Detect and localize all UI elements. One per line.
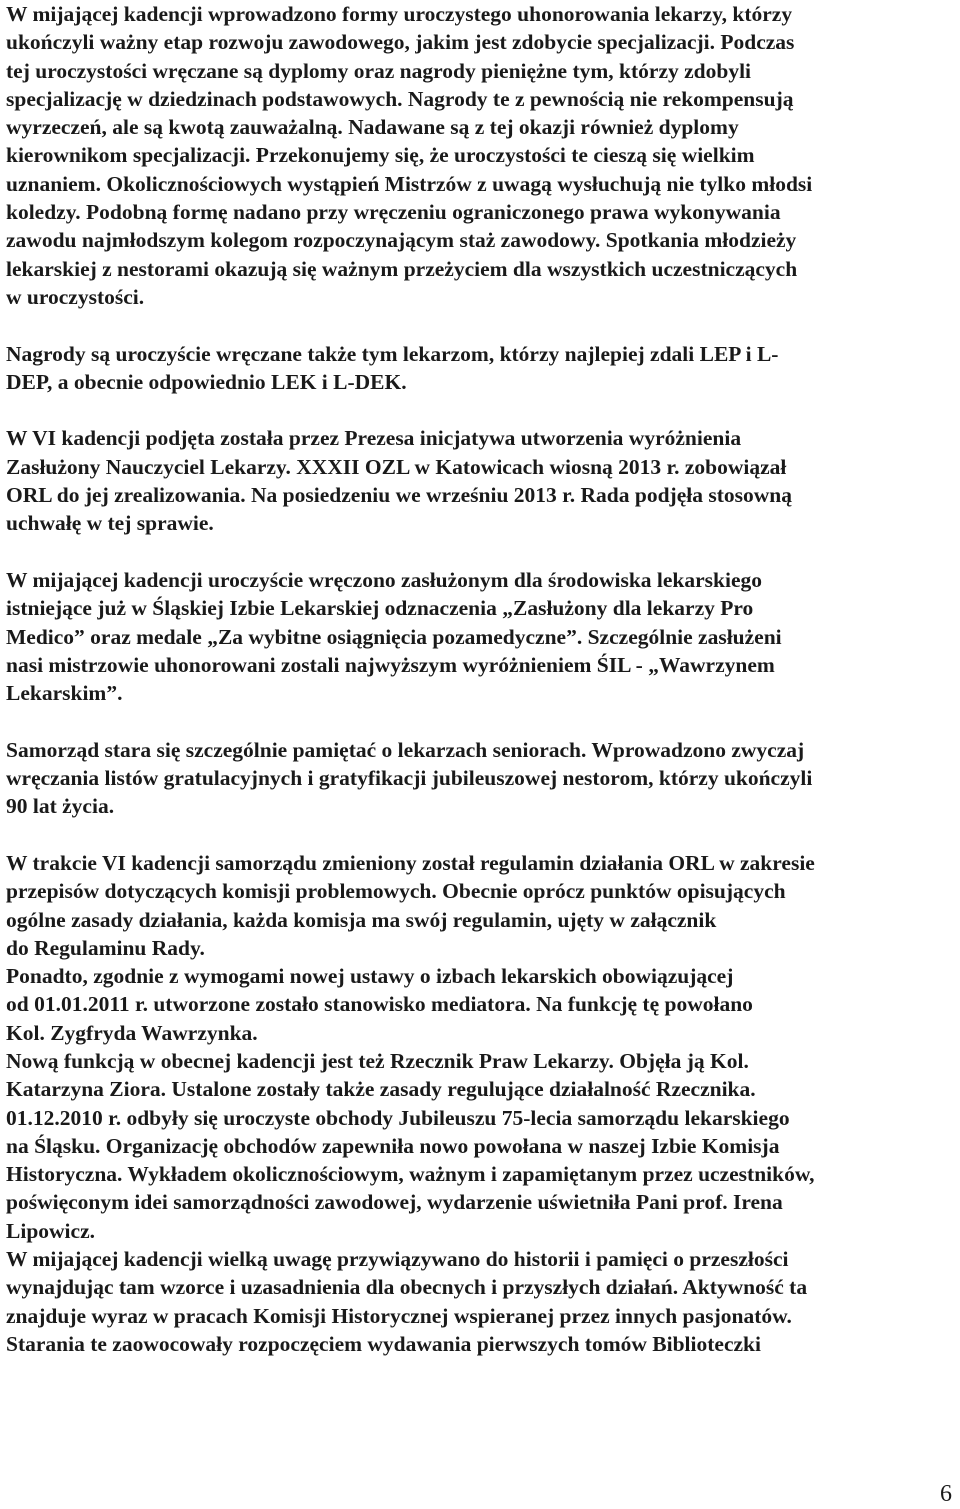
paragraph-awards-lep: Nagrody są uroczyście wręczane także tym lekarzom, którzy najlepiej zdali LEP i L- DEP, a obecnie odpowiednio LEK i L-DEK. — [6, 341, 779, 394]
paragraph-jubilee: 01.12.2010 r. odbyły się uroczyste obchody Jubileuszu 75-lecia samorządu lekarskiego na Śląsku. Organizację obchodów zapewniła nowo powołana w naszej Izbie Komisja Historyczna. Wykładem okolicznościowym, ważnym i zapamiętanym przez uczestników, poświęconym idei samorządności zawodowej, wydarzenie uświetniła Pani prof. Irena Lipowicz. — [6, 1105, 815, 1243]
paragraph-regulations: W trakcie VI kadencji samorządu zmieniony został regulamin działania ORL w zakresie przepisów dotyczących komisji problemowych. Obecnie oprócz punktów opisujących ogólne zasady działania, każda komisja ma swój regulamin, ujęty w załącznik do Regulaminu Rady. — [6, 850, 815, 960]
document-page — [6, 0, 954, 1358]
paragraph-ombudsman: Nową funkcją w obecnej kadencji jest też Rzecznik Praw Lekarzy. Objęła ją Kol. Katarzyna Ziora. Ustalone zostały także zasady regulujące działalność Rzecznika. — [6, 1048, 756, 1102]
paragraph-mediator: Ponadto, zgodnie z wymogami nowej ustawy o izbach lekarskich obowiązującej od 01.01.2011 r. utworzone zostało stanowisko mediatora. Na funkcję tę powołano Kol. Zygfryda Wawrzynka. — [6, 964, 753, 1045]
page-number: 6 — [940, 1481, 952, 1507]
paragraph-history: W mijającej kadencji wielką uwagę przywiązywano do historii i pamięci o przeszłości wynajdując tam wzorce i uzasadnienia dla obecnych i przyszłych działań. Aktywność ta znajduje wyraz w pracach Komisji Historycznej wspieranej przez innych pasjonatów. Starania te zaowocowały rozpoczęciem wydawania pierwszych tomów Biblioteczki — [6, 1247, 808, 1356]
paragraph-seniors: Samorząd stara się szczególnie pamiętać o lekarzach seniorach. Wprowadzono zwyczaj wręczania listów gratulacyjnych i gratyfikacji jubileuszowej nestorom, którzy ukończyli 90 lat życia. — [6, 737, 813, 819]
paragraph-pro-medico: W mijającej kadencji uroczyście wręczono zasłużonym dla środowiska lekarskiego istniejące już w Śląskiej Izbie Lekarskiej odznaczenia „Zasłużony dla lekarzy Pro Medico” oraz medale „Za wybitne osiągnięcia pozamedyczne”. Szczególnie zasłużeni nasi mistrzowie uhonorowani zostali najwyższym wyróżnieniem ŚIL - „Wawrzynem Lekarskim”. — [6, 567, 782, 706]
paragraph-teacher-distinction: W VI kadencji podjęta została przez Prezesa inicjatywa utworzenia wyróżnienia Zasłużony Nauczyciel Lekarzy. XXXII OZL w Katowicach wiosną 2013 r. zobowiązał ORL do jej zrealizowania. Na posiedzeniu we wrześniu 2013 r. Rada podjęła stosowną uchwałę w tej sprawie. — [6, 426, 792, 536]
paragraph-ceremonies: W mijającej kadencji wprowadzono formy uroczystego uhonorowania lekarzy, którzy ukończyli ważny etap rozwoju zawodowego, jakim jest zdobycie specjalizacji. Podczas tej uroczystości wręczane są dyplomy oraz nagrody pieniężne tym, którzy zdobyli specjalizację w dziedzinach podstawowych. Nagrody te z pewnością nie rekompensują wyrzeczeń, ale są kwotą zauważalną. Nadawane są z tej okazji również dyplomy kierownikom specjalizacji. Przekonujemy się, że uroczystości te cieszą się wielkim uznaniem. Okolicznościowych wystąpień Mistrzów z uwagą wysłuchują nie tylko młodsi koledzy. Podobną formę nadano przy wręczeniu ograniczonego prawa wykonywania zawodu najmłodszym kolegom rozpoczynającym staż zawodowy. Spotkania młodzieży lekarskiej z nestorami okazują się ważnym przeżyciem dla wszystkich uczestniczących w uroczystości. — [6, 2, 813, 309]
